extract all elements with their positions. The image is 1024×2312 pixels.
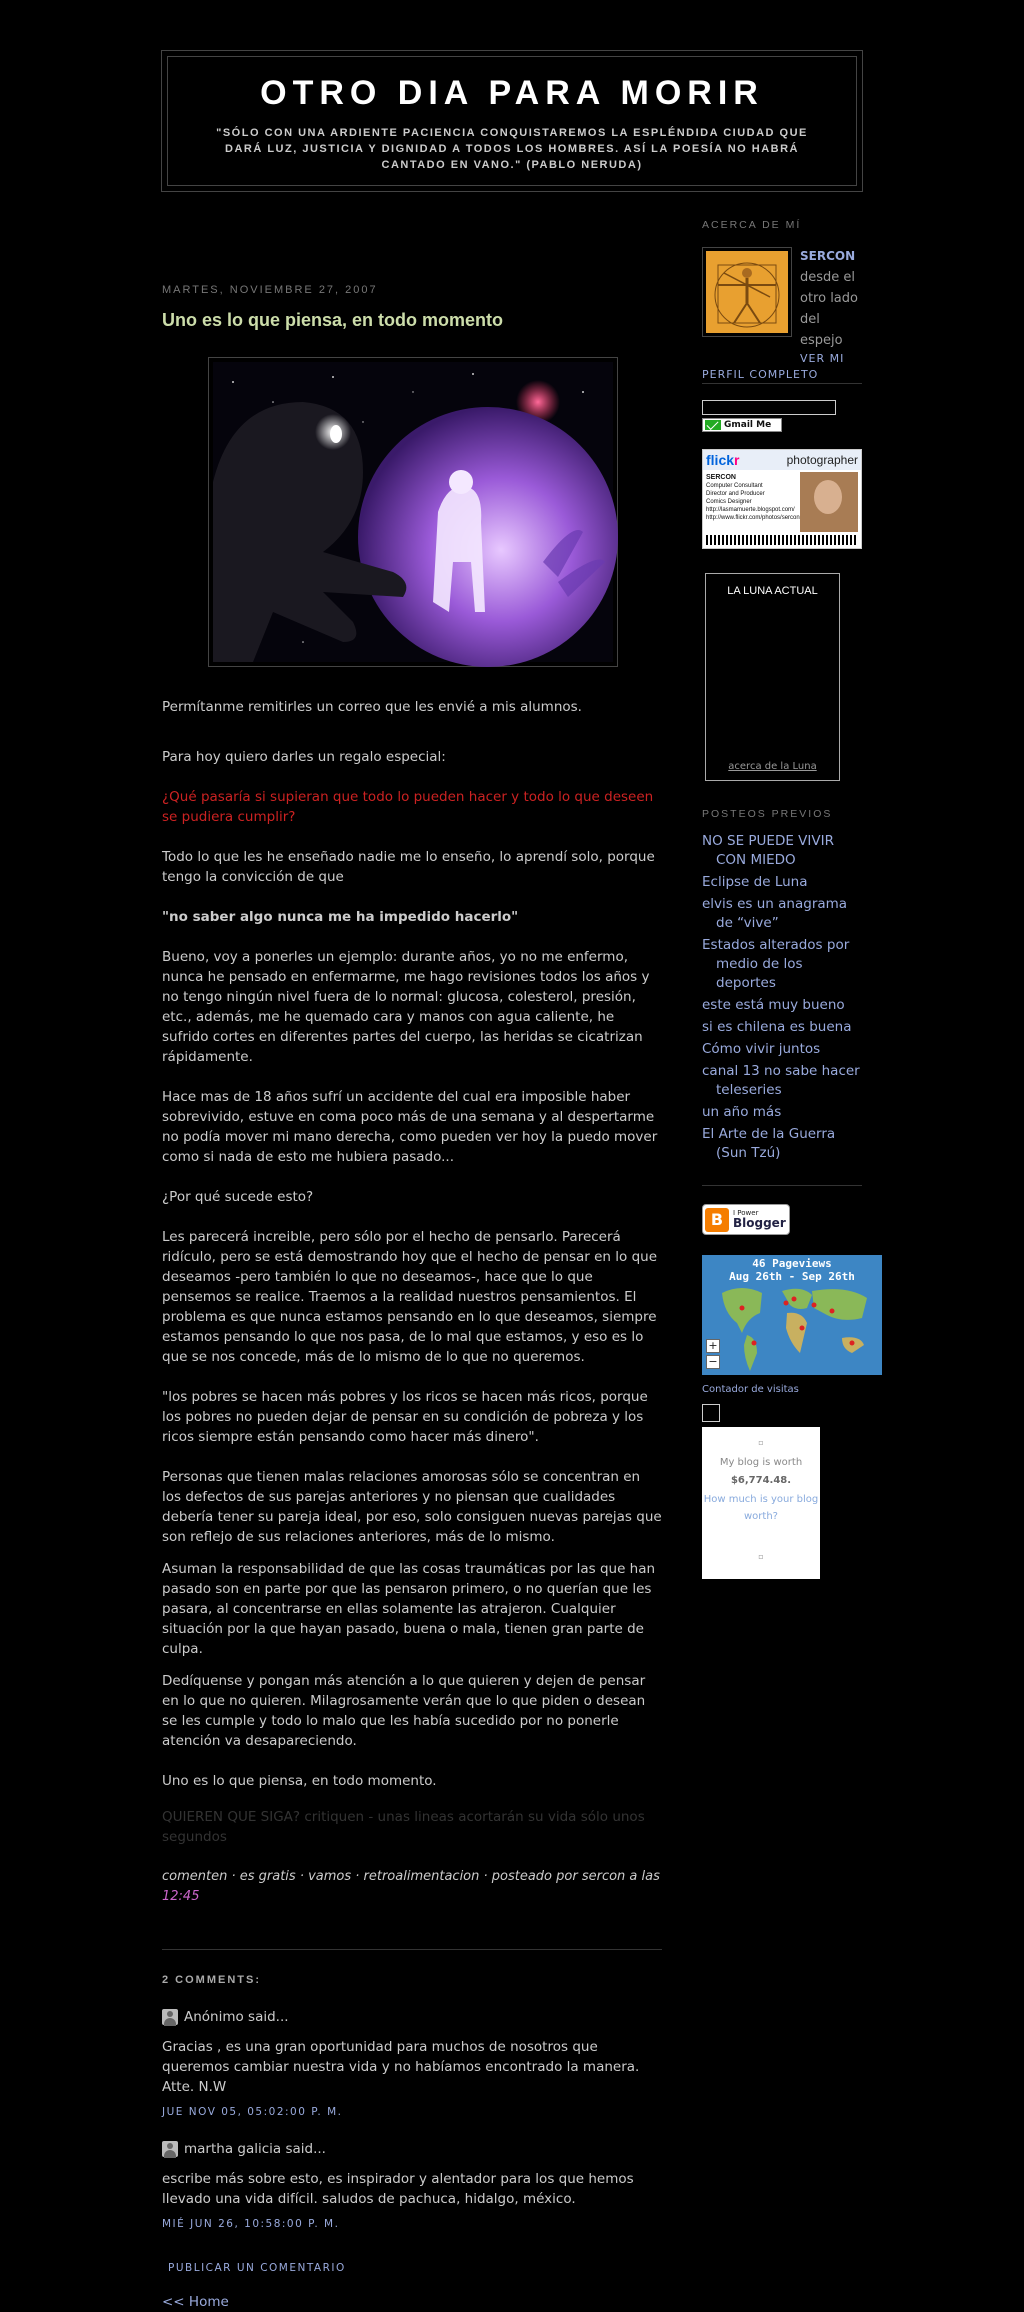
comment-body (162, 2037, 662, 2097)
post-quote: "los pobres se hacen más pobres y los ricos se hacen más ricos, porque los pobres no pueden dejar de pensar en su condición de pobreza y los ricos siempre están pensando como hacer más dinero". (162, 1389, 648, 1445)
pageviews-map[interactable] (702, 1255, 882, 1375)
main-column (162, 280, 662, 2312)
comment (162, 2139, 662, 2234)
flickr-logo-r: r (734, 451, 740, 468)
recent-post-link[interactable]: este está muy bueno (702, 997, 845, 1013)
moon-widget (705, 573, 840, 781)
blog-title[interactable]: OTRO DIA PARA MORIR (260, 74, 764, 112)
blog-worth-label: My blog is worth (719, 1457, 803, 1468)
post-paragraph: Para hoy quiero darles un regalo especial: (162, 749, 446, 765)
recent-posts-header: POSTEOS PREVIOS (702, 808, 833, 820)
recent-posts-list (702, 832, 862, 1163)
gmail-me-label: Gmail Me (724, 420, 772, 430)
post-image[interactable] (208, 357, 618, 667)
moon-about-link[interactable]: acerca de la Luna (728, 761, 817, 772)
recent-post-link[interactable]: El Arte de la Guerra (Sun Tzú) (702, 1126, 836, 1161)
post-paragraph: Dedíquense y pongan más atención a lo que quieren y dejen de pensar en lo que no quieren. Milagrosamente verán que lo que piden o desean se les cumple y todo lo malo que les había sucedido por no ponerle atención va desapareciendo. (162, 1673, 646, 1749)
comment-signature: Atte. N.W (162, 2079, 227, 2095)
flickr-photographer-label: photographer (786, 452, 858, 467)
blog-header (161, 50, 863, 192)
comment-timestamp[interactable]: MIÉ JUN 26, 10:58:00 P. M. (162, 2218, 340, 2230)
post-paragraph: Uno es lo que piensa, en todo momento. (162, 1773, 437, 1789)
profile-image[interactable] (702, 247, 792, 337)
post-paragraph: Asuman la responsabilidad de que las cosas traumáticas por las que han pasado son en parte por que las pensaron primero, o no querían que les pasara, al concentrarse en ellas solamente las atrajeron. Cualquier situación por la que hayan pasado, buena o mala, tienen gran parte de culpa. (162, 1561, 656, 1657)
recent-post-link[interactable]: Cómo vivir juntos (702, 1041, 821, 1057)
envelope-icon (705, 420, 721, 430)
comment-body: escribe más sobre esto, es inspirador y alentador para los que hemos llevado una vida difícil. saludos de pachuca, hidalgo, méxico. (162, 2171, 634, 2207)
post-paragraph: Bueno, voy a ponerles un ejemplo: durante años, yo no me enfermo, nunca he pensado en enfermarme, me hago revisiones todos los años y no tengo ningún nivel fuera de lo normal: glucosa, colesterol, presión, etc., además, me he quemado cara y manos con agua caliente, he sufrido cortes en diferentes partes del cuerpo, las heridas se cicatrizan rápidamente. (162, 949, 650, 1065)
blogger-big-text: Blogger (733, 1216, 786, 1230)
visit-counter-label: Contador de visitas (702, 1384, 799, 1395)
sidebar (702, 216, 862, 1579)
comment-timestamp[interactable]: JUE NOV 05, 05:02:00 P. M. (162, 2106, 343, 2118)
anonymous-user-icon (162, 2009, 178, 2025)
blog-header-inner (167, 56, 857, 186)
flickr-line: http://lasmamuerte.blogspot.com/ (706, 507, 795, 513)
post-comment-link[interactable]: PUBLICAR UN COMENTARIO (168, 2262, 346, 2274)
moon-title: LA LUNA ACTUAL (727, 585, 818, 597)
blogger-button-text (733, 1209, 786, 1230)
post-permalink[interactable]: 12:45 (162, 1889, 200, 1904)
post-footer-text: comenten · es gratis · vamos · retroalimentacion · posteado por sercon a las (162, 1869, 660, 1884)
blogger-small-text: I Power (733, 1209, 759, 1217)
recent-post-link[interactable]: si es chilena es buena (702, 1019, 852, 1035)
about-header: ACERCA DE MÍ (702, 219, 802, 231)
flickr-badge[interactable] (702, 449, 862, 549)
map-zoom-out[interactable]: − (706, 1355, 720, 1369)
recent-post-link[interactable]: Estados alterados por medio de los deportes (702, 937, 850, 991)
flickr-badge-header (703, 450, 861, 470)
flickr-line: Computer Consultant (706, 483, 763, 489)
gmail-me-button[interactable] (702, 418, 782, 432)
blogger-logo-icon: B (705, 1208, 729, 1232)
recent-post-link[interactable]: elvis es un anagrama de “vive” (702, 896, 848, 931)
recent-post-link[interactable]: canal 13 no sabe hacer teleseries (702, 1063, 860, 1098)
powered-by-blogger-button[interactable] (702, 1204, 790, 1235)
flickr-line: Director and Producer (706, 491, 765, 497)
blog-worth-link[interactable]: How much is your blog worth? (703, 1494, 819, 1522)
divider (162, 1949, 662, 1950)
recent-post-link[interactable]: un año más (702, 1104, 782, 1120)
recent-post-link[interactable]: NO SE PUEDE VIVIR CON MIEDO (702, 833, 834, 868)
post-question: ¿Qué pasaría si supieran que todo lo pueden hacer y todo lo que deseen se pudiera cumplir? (162, 789, 654, 825)
comment-author (162, 2007, 662, 2027)
comment (162, 2007, 662, 2122)
vitruvian-man-icon (706, 251, 788, 333)
post-paragraph: Personas que tienen malas relaciones amorosas sólo se concentran en los defectos de sus parejas anteriores y no piensan que cualidades debería tener su pareja ideal, por eso, solo consiguen nuevas parejas que son reflejo de sus relaciones anteriores, más de lo mismo. (162, 1469, 662, 1545)
post-paragraph: Permítanme remitirles un correo que les envié a mis alumnos. (162, 699, 582, 715)
post-quote: "no saber algo nunca me ha impedido hacerlo" (162, 909, 519, 925)
post-hidden-note: QUIEREN QUE SIGA? critiquen - unas lineas acortarán su vida sólo unos segundos (162, 1809, 645, 1845)
post-paragraph: Hace mas de 18 años sufrí un accidente del cual era imposible haber sobrevivido, estuve en coma poco más de una semana y al despertarme no podía mover mi mano derecha, como pueden ver hoy la puedo mover como si nada de esto me hubiera pasado... (162, 1089, 658, 1165)
post-date: MARTES, NOVIEMBRE 27, 2007 (162, 284, 378, 296)
image-placeholder-icon: ▫ (758, 1438, 764, 1447)
post-illustration (213, 362, 613, 662)
comment-author-name: martha galicia said... (184, 2141, 326, 2157)
post-paragraph: ¿Por qué sucede esto? (162, 1189, 314, 1205)
comment-author (162, 2139, 662, 2159)
post-footer (162, 1867, 662, 1907)
profile-full-link[interactable]: VER MI PERFIL COMPLETO (702, 352, 845, 381)
flickr-photo (800, 472, 858, 532)
post-title[interactable]: Uno es lo que piensa, en todo momento (162, 310, 504, 330)
flickr-info (706, 474, 798, 522)
map-date-range: Aug 26th - Sep 26th (729, 1270, 855, 1283)
anonymous-user-icon (162, 2141, 178, 2157)
post-body (162, 697, 662, 1907)
home-link[interactable]: << Home (162, 2294, 229, 2310)
blog-worth-widget[interactable] (702, 1427, 820, 1579)
flickr-line: Comics Designer (706, 499, 752, 505)
blog-worth-value: $6,774.48. (730, 1475, 792, 1486)
post-paragraph: Les parecerá increible, pero sólo por el hecho de pensarlo. Parecerá ridículo, pero se está demostrando hoy que el hecho de pensar en lo que deseamos -pero también lo que no deseamos-, hace que lo que pensemos se realice. Traemos a la realidad nuestros pensamientos. El problema es que nunca estamos pensando en lo que deseamos, siempre estamos pensando lo que nos pasa, de lo mal que estamos, y eso es lo que se nos concede, más de lo mismo de lo que no queremos. (162, 1229, 657, 1365)
comments-header: 2 COMMENTS: (162, 1974, 261, 1986)
barcode-icon (706, 535, 858, 545)
gmail-input[interactable] (702, 400, 836, 415)
comment-author-name: Anónimo said... (184, 2009, 289, 2025)
profile-description: desde el otro lado del espejo (800, 270, 858, 348)
profile-name[interactable]: SERCON (800, 249, 856, 263)
map-pageviews: 46 Pageviews (752, 1257, 832, 1270)
comment-text: Gracias , es una gran oportunidad para muchos de nosotros que queremos cambiar nuestra vida y no habíamos encontrado la manera. (162, 2039, 640, 2075)
flickr-name: SERCON (706, 474, 736, 481)
flickr-logo (706, 451, 739, 470)
image-placeholder-icon: ▫ (758, 1552, 764, 1561)
flickr-logo-text: flick (706, 451, 735, 468)
recent-post-link[interactable]: Eclipse de Luna (702, 874, 808, 890)
blog-description: "SÓLO CON UNA ARDIENTE PACIENCIA CONQUISTAREMOS LA ESPLÉNDIDA CIUDAD QUE DARÁ LUZ, JUSTICIA Y DIGNIDAD A TODOS LOS HOMBRES. ASÍ LA POESÍA NO HABRÁ CANTADO EN VANO." (PABLO NERUDA) (216, 127, 808, 171)
divider (702, 383, 862, 384)
profile (702, 247, 862, 381)
map-title (702, 1255, 882, 1283)
map-zoom-in[interactable]: + (706, 1339, 720, 1353)
visit-counter[interactable] (702, 1404, 720, 1422)
flickr-line: http://www.flickr.com/photos/sercon (706, 515, 800, 521)
world-map-icon (702, 1283, 882, 1375)
post-paragraph: Todo lo que les he enseñado nadie me lo enseño, lo aprendí solo, porque tengo la convicción de que (162, 849, 655, 885)
divider (702, 1185, 862, 1186)
